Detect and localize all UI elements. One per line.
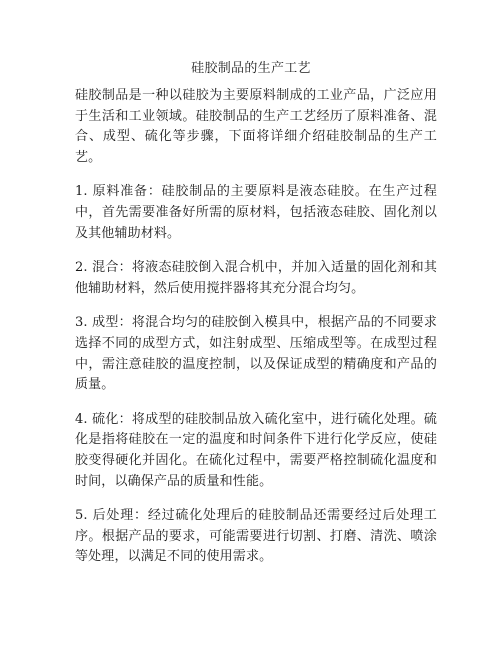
- document-body: [75, 86, 437, 582]
- intro-paragraph: 硅胶制品是一种以硅胶为主要原料制成的工业产品，广泛应用于生活和工业领域。硅胶制品的生产工艺经历了原料准备、混合、成型、硫化等步骤，下面将详细介绍硅胶制品的生产工艺。: [75, 88, 437, 165]
- step-2-mixing-paragraph: 2. 混合：将液态硅胶倒入混合机中，并加入适量的固化剂和其他辅助材料，然后使用搅拌器将其充分混合均匀。: [75, 260, 437, 296]
- step-1-raw-material-paragraph: 1. 原料准备：硅胶制品的主要原料是液态硅胶。在生产过程中，首先需要准备好所需的原材料，包括液态硅胶、固化剂以及其他辅助材料。: [75, 184, 437, 241]
- step-5-post-processing-paragraph: 5. 后处理：经过硫化处理后的硅胶制品还需要经过后处理工序。根据产品的要求，可能需要进行切割、打磨、清洗、喷涂等处理，以满足不同的使用需求。: [75, 508, 437, 565]
- step-4-vulcanization-paragraph: 4. 硫化：将成型的硅胶制品放入硫化室中，进行硫化处理。硫化是指将硅胶在一定的温度和时间条件下进行化学反应，使硅胶变得硬化并固化。在硫化过程中，需要严格控制硫化温度和时间，以确保产品的质量和性能。: [75, 411, 437, 489]
- document-title: 硅胶制品的生产工艺: [191, 61, 311, 76]
- step-3-molding-paragraph: 3. 成型：将混合均匀的硅胶倒入模具中，根据产品的不同要求选择不同的成型方式，如注射成型、压缩成型等。在成型过程中，需注意硅胶的温度控制，以及保证成型的精确度和产品的质量。: [75, 315, 437, 393]
